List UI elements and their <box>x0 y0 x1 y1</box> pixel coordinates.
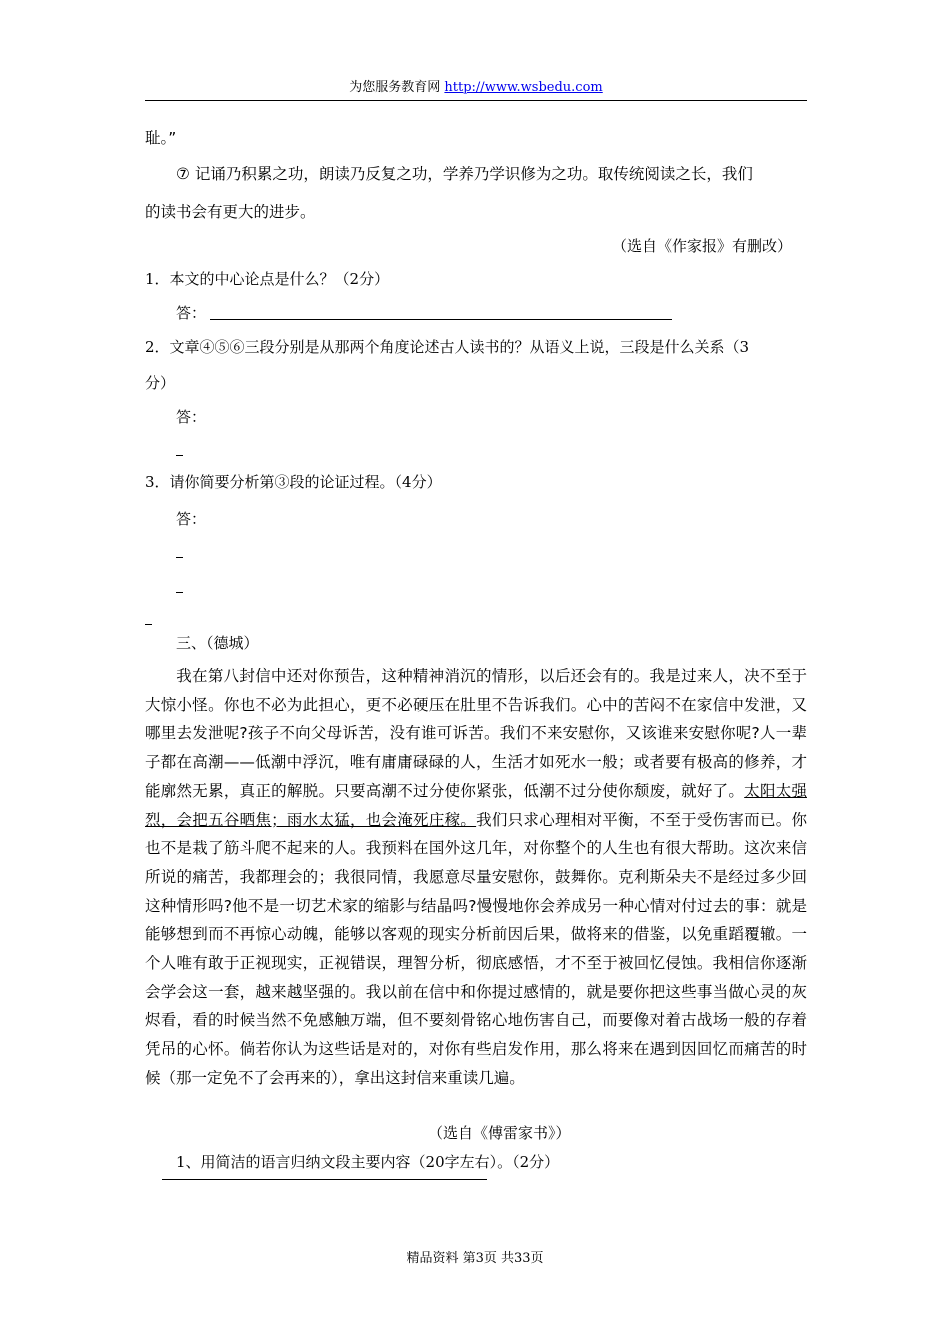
answer-blank-1[interactable] <box>210 319 672 320</box>
passage-underlined-sentence: 太阳太强烈，会把五谷晒焦；雨水太猛，也会淹死庄稼。 <box>145 781 807 829</box>
paragraph-7-line-2: 的读书会有更大的进步。 <box>145 203 316 221</box>
question-3: 3．请你简要分析第③段的论证过程。（4分） <box>145 473 442 491</box>
question-2-line-2: 分） <box>145 374 176 392</box>
answer-label-2: 答： <box>176 408 207 426</box>
header-divider <box>145 100 807 101</box>
section-3-title: 三、（德城） <box>176 634 259 652</box>
passage-text-2: 我们只求心理相对平衡，不至于受伤害而已。你也不是栽了筋斗爬不起来的人。我预料在国外这几年，对你整个的人生也有很大帮助。这次来信所说的痛苦，我都理会的；我很同情，我愿意尽量安慰你，鼓舞你。克利斯朵夫不是经过多少回这种情形吗?他不是一切艺术家的缩影与结晶吗?慢慢地你会养成另一种心情对付过去的事：就是能够想到而不再惊心动魄，能够以客观的现实分析前因后果，做将来的借鉴，以免重蹈覆辙。一个人唯有敢于正视现实，正视错误，理智分析，彻底感悟，才不至于被回忆侵蚀。我相信你逐渐会学会这一套，越来越坚强的。我以前在信中和你提过感情的，就是要你把这些事当做心灵的灰烬看，看的时候当然不免感触万端，但不要刻骨铭心地伤害自己，而要像对着古战场一般的存着凭吊的心怀。倘若你认为这些话是对的，对你有些启发作用，那么将来在遇到因回忆而痛苦的时候（那一定免不了会再来的），拿出这封信来重读几遍。 <box>145 810 807 1087</box>
question-2-line-1: 2．文章④⑤⑥三段分别是从那两个角度论述古人读书的？从语义上说，三段是什么关系（3 <box>145 338 750 356</box>
answer-blank-3b[interactable] <box>176 592 183 593</box>
page-footer: 精品资料 第3页 共33页 <box>406 1251 544 1266</box>
answer-label-1: 答： <box>176 304 207 322</box>
answer-blank-3a[interactable] <box>176 557 183 558</box>
question-1: 1．本文的中心论点是什么？（2分） <box>145 270 390 288</box>
paragraph-7-line-1: ⑦ 记诵乃积累之功，朗读乃反复之功，学养乃学识修为之功。取传统阅读之长，我们 <box>176 165 753 183</box>
section-3-question-1: 1、用简洁的语言归纳文段主要内容（20字左右）。（2分） <box>176 1153 560 1171</box>
answer-blank-2[interactable] <box>176 455 183 456</box>
article-source: （选自《作家报》有删改） <box>612 237 793 255</box>
answer-blank-section-3-q1[interactable] <box>162 1179 487 1180</box>
article-closing-fragment: 耻。” <box>145 129 177 147</box>
section-3-passage <box>145 662 807 1093</box>
site-link[interactable]: http://www.wsbedu.com <box>444 80 603 95</box>
site-name: 为您服务教育网 <box>349 80 441 95</box>
page-header <box>145 76 807 95</box>
passage-text-1: 我在第八封信中还对你预告，这种精神消沉的情形，以后还会有的。我是过来人，决不至于大惊小怪。你也不必为此担心，更不必硬压在肚里不告诉我们。心中的苦闷不在家信中发泄，又哪里去发泄呢?孩子不向父母诉苦，没有谁可诉苦。我们不来安慰你，又该谁来安慰你呢?人一辈子都在高潮——低潮中浮沉，唯有庸庸碌碌的人，生活才如死水一般；或者要有极高的修养，才能廓然无累，真正的解脱。只要高潮不过分使你紧张，低潮不过分使你颓废，就好了。 <box>145 667 807 800</box>
answer-blank-3c[interactable] <box>145 624 152 625</box>
section-3-source: （选自《傅雷家书》） <box>428 1124 571 1142</box>
answer-label-3: 答： <box>176 510 207 528</box>
